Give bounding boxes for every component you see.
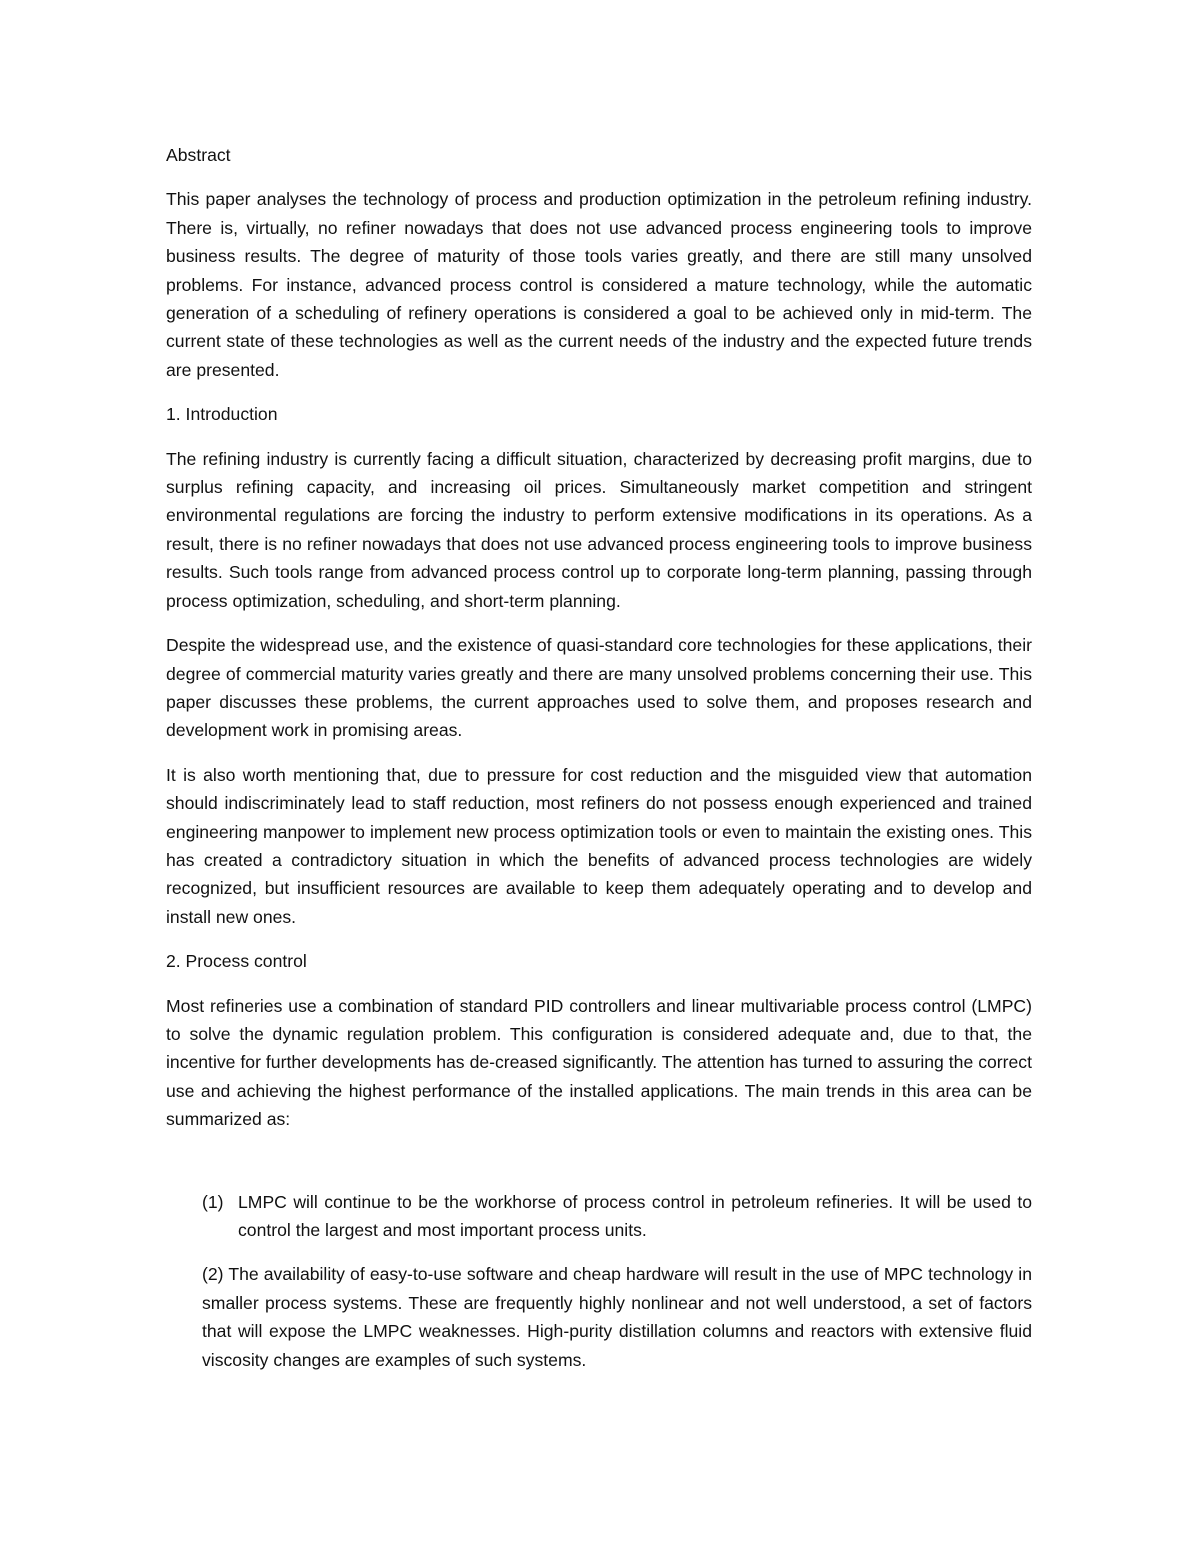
spacer <box>166 1150 1032 1188</box>
introduction-heading: 1. Introduction <box>166 404 278 425</box>
introduction-paragraph-3: It is also worth mentioning that, due to pressure for cost reduction and the misguided view that automation should indiscriminately lead to staff reduction, most refiners do not possess enough experienced and trained engineering manpower to implement new process optimization tools or even to maintain the existing ones. This has created a contradictory situation in which the benefits of advanced process technologies are widely recognized, but insufficient resources are available to keep them adequately operating and to develop and install new ones. <box>166 764 1032 927</box>
list-marker-1: (1) <box>202 1191 224 1212</box>
list-marker-2: (2) <box>202 1264 224 1285</box>
process-control-paragraph: Most refineries use a combination of standard PID controllers and linear multivariable process control (LMPC) to solve the dynamic regulation problem. This configuration is considered adequate and, due to that, the incentive for further developments has de-creased significantly. The attention has turned to assuring the correct use and achieving the highest performance of the installed applications. The main trends in this area can be summarized as: <box>166 995 1032 1130</box>
list-item-1 <box>166 1188 1032 1245</box>
list-text-1: LMPC will continue to be the workhorse of process control in petroleum refineries. It will be used to control the largest and most important process units. <box>238 1191 1032 1240</box>
list-text-2: The availability of easy-to-use software and cheap hardware will result in the use of MPC technology in smaller process systems. These are frequently highly nonlinear and not well understood, a set of factors that will expose the LMPC weaknesses. High-purity distillation columns and reactors with extensive fluid viscosity changes are examples of such systems. <box>202 1264 1032 1370</box>
process-control-heading: 2. Process control <box>166 951 307 972</box>
introduction-paragraph-2: Despite the widespread use, and the existence of quasi-standard core technologies for these applications, their degree of commercial maturity varies greatly and there are many unsolved problems concerning their use. This paper discusses these problems, the current approaches used to solve them, and proposes research and development work in promising areas. <box>166 635 1032 741</box>
list-item-2 <box>166 1260 1032 1374</box>
document-body <box>166 141 1032 1390</box>
introduction-paragraph-1: The refining industry is currently facing a difficult situation, characterized by decreasing profit margins, due to surplus refining capacity, and increasing oil prices. Simultaneously market competition and stringent environmental regulations are forcing the industry to perform extensive modifications in its operations. As a result, there is no refiner nowadays that does not use advanced process engineering tools to improve business results. Such tools range from advanced process control up to corporate long-term planning, passing through process optimization, scheduling, and short-term planning. <box>166 448 1032 611</box>
abstract-heading: Abstract <box>166 145 231 165</box>
abstract-paragraph: This paper analyses the technology of process and production optimization in the petroleum refining industry. There is, virtually, no refiner nowadays that does not use advanced process engineering tools to improve business results. The degree of maturity of those tools varies greatly, and there are still many unsolved problems. For instance, advanced process control is considered a mature technology, while the automatic generation of a scheduling of refinery operations is considered a goal to be achieved only in mid-term. The current state of these technologies as well as the current needs of the industry and the expected future trends are presented. <box>166 189 1032 380</box>
